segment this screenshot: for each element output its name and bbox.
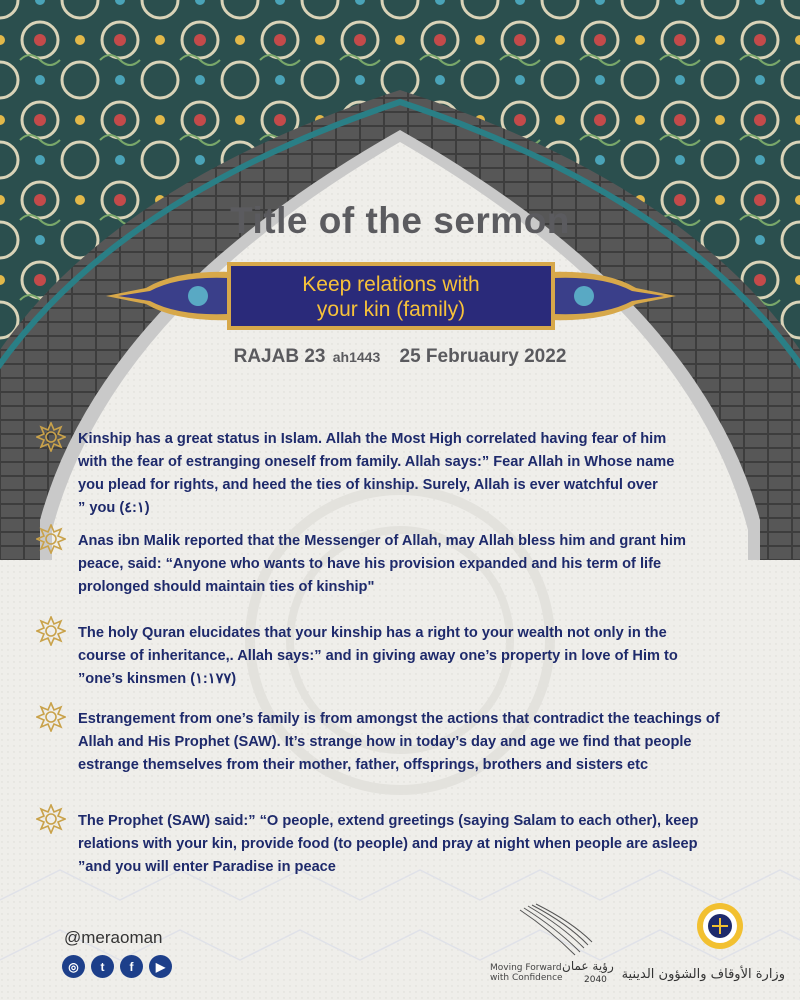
ministry-emblem-icon bbox=[697, 903, 743, 949]
subtitle-line-2: your kin (family) bbox=[316, 298, 466, 321]
paragraph-5 bbox=[36, 810, 776, 879]
footer-logos bbox=[480, 900, 790, 995]
rosette-bullet-icon bbox=[36, 616, 66, 646]
paragraph-2-line-1: Anas ibn Malik reported that the Messenger of Allah, may Allah bless him and grant him bbox=[78, 533, 686, 549]
paragraph-1 bbox=[36, 428, 776, 520]
paragraph-4-line-1: Estrangement from one’s family is from amongst the actions that contradict the teachings of bbox=[78, 711, 720, 727]
paragraph-3-line-1: The holy Quran elucidates that your kinship has a right to your wealth not only in the bbox=[78, 625, 667, 641]
paragraph-5-line-3: ”and you will enter Paradise in peace bbox=[78, 859, 336, 875]
paragraph-2-line-2: peace, said: “Anyone who wants to have his provision expanded and his term of life bbox=[78, 556, 662, 572]
sermon-subtitle bbox=[233, 268, 549, 326]
sermon-date bbox=[0, 346, 800, 368]
ministry-name: وزارة الأوقاف والشؤون الدينية bbox=[621, 967, 785, 982]
subtitle-line-1: Keep relations with bbox=[302, 273, 480, 296]
paragraph-4-line-3: estrange themselves from their mother, father, offsprings, brothers and sisters etc bbox=[78, 757, 649, 773]
paragraph-1-line-1: Kinship has a great status in Islam. Allah the Most High correlated having fear of him bbox=[78, 431, 667, 447]
paragraph-2 bbox=[36, 530, 776, 599]
paragraph-4-line-2: Allah and His Prophet (SAW). It’s strange how in today’s day and age we find that people bbox=[78, 734, 692, 750]
rosette-bullet-icon bbox=[36, 702, 66, 732]
paragraph-3-line-3: ”one’s kinsmen (١:١٧٧) bbox=[78, 671, 237, 687]
facebook-icon[interactable]: f bbox=[120, 955, 143, 978]
paragraph-2-line-3: prolonged should maintain ties of kinship" bbox=[78, 579, 375, 595]
paragraph-1-line-2: with the fear of estranging oneself from family. Allah says:” Fear Allah in Whose name bbox=[78, 454, 675, 470]
vision-logo-year: 2040 bbox=[584, 975, 607, 985]
page-title: Title of the sermon bbox=[230, 200, 570, 241]
rosette-bullet-icon bbox=[36, 524, 66, 554]
social-handle[interactable]: @meraoman bbox=[64, 928, 163, 947]
twitter-icon[interactable]: t bbox=[91, 955, 114, 978]
vision-logo-en-1: Moving Forward bbox=[490, 963, 562, 973]
paragraph-1-line-3: you plead for rights, and heed the ties of kinship. Surely, Allah is ever watchful over bbox=[78, 477, 658, 493]
date-hijri-day: RAJAB 23 bbox=[233, 346, 326, 367]
paragraph-5-line-1: The Prophet (SAW) said:” “O people, extend greetings (saying Salam to each other), keep bbox=[78, 813, 699, 829]
vision-logo-arabic: رؤية عمان bbox=[562, 959, 614, 973]
paragraph-3-line-2: course of inheritance,. Allah says:” and in giving away one’s property in love of Him to bbox=[78, 648, 678, 664]
instagram-icon[interactable]: ◎ bbox=[62, 955, 85, 978]
paragraph-3 bbox=[36, 622, 776, 691]
vision-logo-en-2: with Confidence bbox=[490, 973, 563, 983]
oman-vision-logo bbox=[490, 904, 614, 985]
rosette-bullet-icon bbox=[36, 804, 66, 834]
rosette-bullet-icon bbox=[36, 422, 66, 452]
paragraph-1-line-4: ” you (٤:١) bbox=[78, 500, 150, 516]
paragraph-4 bbox=[36, 708, 776, 777]
date-gregorian: 25 Februaury 2022 bbox=[399, 346, 567, 367]
social-icons bbox=[62, 955, 172, 978]
date-hijri-year: ah1443 bbox=[332, 349, 381, 365]
paragraph-5-line-2: relations with your kin, provide food (to people) and pray at night when people are asleep bbox=[78, 836, 698, 852]
youtube-icon[interactable]: ▶ bbox=[149, 955, 172, 978]
